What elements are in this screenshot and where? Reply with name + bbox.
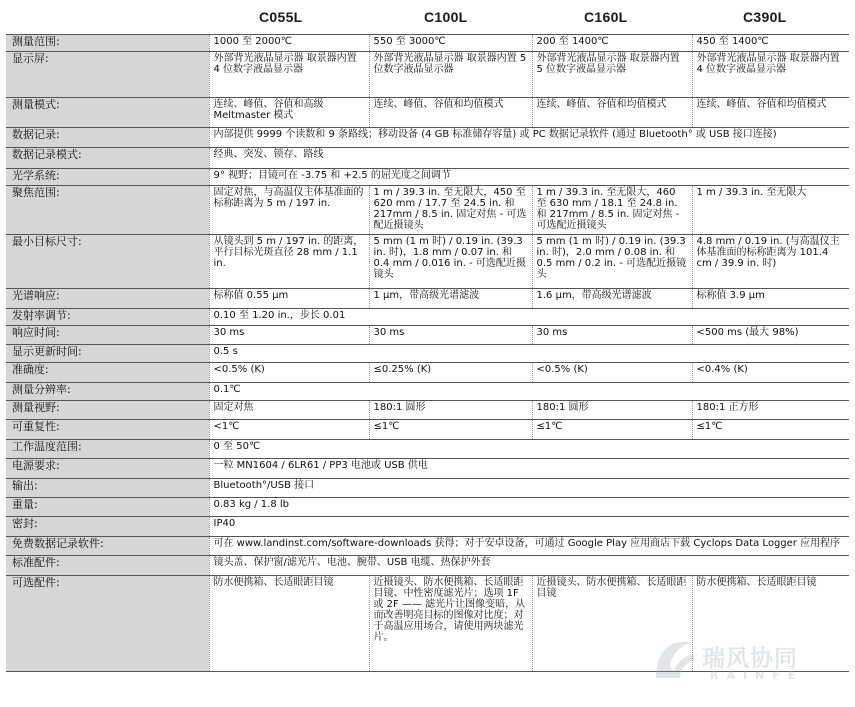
table-row bbox=[6, 440, 849, 459]
spec-value: <0.5% (K) bbox=[209, 363, 369, 383]
spec-value: 固定对焦，与高温仪主体基准面的标称距离为 5 m / 197 in. bbox=[209, 186, 369, 235]
row-label: 光学系统: bbox=[6, 169, 209, 186]
model-heading: C160L bbox=[584, 9, 628, 25]
spec-value: 连续、峰值、谷值和均值模式 bbox=[532, 98, 692, 128]
table-row bbox=[6, 498, 849, 517]
row-label: 免费数据记录软件: bbox=[6, 537, 209, 556]
row-label: 测量视野: bbox=[6, 401, 209, 420]
spec-value: ≤0.25% (K) bbox=[369, 363, 532, 383]
spec-value: 180:1 圆形 bbox=[532, 401, 692, 420]
spec-value: 200 至 1400℃ bbox=[532, 35, 692, 52]
model-heading: C390L bbox=[743, 9, 787, 25]
spec-value: 450 至 1400℃ bbox=[692, 35, 849, 52]
table-row bbox=[6, 169, 849, 186]
spec-value: 180:1 正方形 bbox=[692, 401, 849, 420]
spec-value: 30 ms bbox=[209, 326, 369, 345]
table-row bbox=[6, 537, 849, 556]
spec-value: 1.6 μm，带高级光谱滤波 bbox=[532, 289, 692, 309]
table-row bbox=[6, 235, 849, 289]
watermark-subtext: RAINFE bbox=[710, 669, 804, 682]
spec-value: 1 μm，带高级光谱滤波 bbox=[369, 289, 532, 309]
spec-value: 1 m / 39.3 in. 至无限大 bbox=[692, 186, 849, 235]
row-label: 聚焦范围: bbox=[6, 186, 209, 235]
row-label: 显示更新时间: bbox=[6, 345, 209, 363]
table-row bbox=[6, 289, 849, 309]
spec-value: 固定对焦 bbox=[209, 401, 369, 420]
table-row bbox=[6, 556, 849, 576]
spec-value: 经典、突发、锁存、路线 bbox=[209, 148, 849, 169]
spec-value: 1 m / 39.3 in. 至无限大，450 至 620 mm / 17.7 至 24.5 in. 和 217mm / 8.5 in. 固定对焦 - 可选配近摄镜头 bbox=[369, 186, 532, 235]
spec-value: 0.10 至 1.20 in.，步长 0.01 bbox=[209, 309, 849, 326]
row-label: 重量: bbox=[6, 498, 209, 517]
spec-value: 连续、峰值、谷值和高级 Meltmaster 模式 bbox=[209, 98, 369, 128]
table-row bbox=[6, 128, 849, 148]
row-label: 输出: bbox=[6, 479, 209, 498]
table-row bbox=[6, 98, 849, 128]
spec-value: 4.8 mm / 0.19 in. (与高温仪主体基准面的标称距离为 101.4 cm / 39.9 in. 时) bbox=[692, 235, 849, 289]
row-label: 数据记录: bbox=[6, 128, 209, 148]
row-label: 准确度: bbox=[6, 363, 209, 383]
spec-value: Bluetooth°/USB 接口 bbox=[209, 479, 849, 498]
spec-value: 0 至 50℃ bbox=[209, 440, 849, 459]
spec-table bbox=[6, 34, 849, 672]
model-heading: C100L bbox=[424, 9, 468, 25]
spec-value: 外部背光液晶显示器 取景器内置 5 位数字液晶显示器 bbox=[369, 52, 532, 98]
row-label: 发射率调节: bbox=[6, 309, 209, 326]
spec-value: 近摄镜头、防水便携箱、长适眼距目镜 bbox=[532, 576, 692, 672]
row-label: 可选配件: bbox=[6, 576, 209, 672]
spec-value: 从镜头到 5 m / 197 in. 的距离，平行目标光斑直径 28 mm / 1.1 in. bbox=[209, 235, 369, 289]
spec-value: 0.5 s bbox=[209, 345, 849, 363]
spec-value: ≤1℃ bbox=[369, 420, 532, 440]
spec-value: 180:1 圆形 bbox=[369, 401, 532, 420]
table-row bbox=[6, 401, 849, 420]
spec-value: 一粒 MN1604 / 6LR61 / PP3 电池或 USB 供电 bbox=[209, 459, 849, 479]
spec-value: <500 ms (最大 98%) bbox=[692, 326, 849, 345]
row-label: 显示屏: bbox=[6, 52, 209, 98]
spec-value: 30 ms bbox=[369, 326, 532, 345]
spec-value: <0.5% (K) bbox=[532, 363, 692, 383]
spec-value: 1000 至 2000℃ bbox=[209, 35, 369, 52]
spec-value: 0.83 kg / 1.8 lb bbox=[209, 498, 849, 517]
spec-value: 1 m / 39.3 in. 至无限大，460 至 630 mm / 18.1 至 24.8 in. 和 217mm / 8.5 in. 固定对焦 - 可选配近摄镜头 bbox=[532, 186, 692, 235]
table-row bbox=[6, 459, 849, 479]
row-label: 数据记录模式: bbox=[6, 148, 209, 169]
table-row bbox=[6, 186, 849, 235]
spec-value: <1℃ bbox=[209, 420, 369, 440]
spec-value: 镜头盖、保护窗/滤光片、电池、腕带、USB 电缆、热保护外套 bbox=[209, 556, 849, 576]
spec-value: 连续、峰值、谷值和均值模式 bbox=[369, 98, 532, 128]
table-row bbox=[6, 345, 849, 363]
row-label: 光谱响应: bbox=[6, 289, 209, 309]
spec-value: 外部背光液晶显示器 取景器内置 4 位数字液晶显示器 bbox=[692, 52, 849, 98]
watermark-text: 瑞风协同 bbox=[702, 646, 798, 672]
table-row bbox=[6, 52, 849, 98]
row-label: 标准配件: bbox=[6, 556, 209, 576]
spec-value: 5 mm (1 m 时) / 0.19 in. (39.3 in. 时)，2.0 mm / 0.08 in. 和 0.5 mm / 0.2 in. - 可选配近摄镜头 bbox=[532, 235, 692, 289]
spec-value: 550 至 3000℃ bbox=[369, 35, 532, 52]
spec-value: ≤1℃ bbox=[532, 420, 692, 440]
spec-value: 9° 视野；目镜可在 -3.75 和 +2.5 的屈光度之间调节 bbox=[209, 169, 849, 186]
row-label: 密封: bbox=[6, 517, 209, 537]
table-row bbox=[6, 326, 849, 345]
spec-value: 外部背光液晶显示器 取景器内置 4 位数字液晶显示器 bbox=[209, 52, 369, 98]
table-row bbox=[6, 479, 849, 498]
spec-value: 外部背光液晶显示器 取景器内置 5 位数字液晶显示器 bbox=[532, 52, 692, 98]
spec-value: 标称值 0.55 μm bbox=[209, 289, 369, 309]
spec-value: IP40 bbox=[209, 517, 849, 537]
table-row bbox=[6, 420, 849, 440]
table-row bbox=[6, 363, 849, 383]
table-row bbox=[6, 148, 849, 169]
table-header bbox=[0, 0, 855, 34]
table-row bbox=[6, 35, 849, 52]
row-label: 可重复性: bbox=[6, 420, 209, 440]
spec-value: 连续、峰值、谷值和均值模式 bbox=[692, 98, 849, 128]
spec-value: 近摄镜头、防水便携箱、长适眼距目镜、中性密度滤光片；选项 1F 或 2F —— 滤光片让图像变暗，从而改善明亮目标的图像对比度；对于高温应用场合，请使用两块滤光片。 bbox=[369, 576, 532, 672]
watermark bbox=[652, 638, 822, 684]
spec-value: 内部提供 9999 个读数和 9 条路线；移动设备 (4 GB 标准储存容量) 或 PC 数据记录软件 (通过 Bluetooth° 或 USB 接口连接) bbox=[209, 128, 849, 148]
row-label: 测量分辨率: bbox=[6, 383, 209, 401]
row-label: 最小目标尺寸: bbox=[6, 235, 209, 289]
spec-value: 标称值 3.9 μm bbox=[692, 289, 849, 309]
table-row bbox=[6, 309, 849, 326]
row-label: 电源要求: bbox=[6, 459, 209, 479]
spec-value: 防水便携箱、长适眼距目镜 bbox=[692, 576, 849, 672]
spec-value: <0.4% (K) bbox=[692, 363, 849, 383]
rainfe-logo-icon bbox=[652, 638, 696, 682]
table-row bbox=[6, 517, 849, 537]
spec-value: 5 mm (1 m 时) / 0.19 in. (39.3 in. 时)，1.8 mm / 0.07 in. 和 0.4 mm / 0.016 in. - 可选配近摄镜头 bbox=[369, 235, 532, 289]
spec-value: 0.1℃ bbox=[209, 383, 849, 401]
spec-value: 防水便携箱、长适眼距目镜 bbox=[209, 576, 369, 672]
model-heading: C055L bbox=[259, 9, 303, 25]
row-label: 测量模式: bbox=[6, 98, 209, 128]
table-row bbox=[6, 383, 849, 401]
row-label: 工作温度范围: bbox=[6, 440, 209, 459]
row-label: 测量范围: bbox=[6, 35, 209, 52]
spec-value: 可在 www.landinst.com/software-downloads 获得；对于安卓设备，可通过 Google Play 应用商店下载 Cyclops Data Logger 应用程序 bbox=[209, 537, 849, 556]
row-label: 响应时间: bbox=[6, 326, 209, 345]
spec-value: 30 ms bbox=[532, 326, 692, 345]
spec-value: ≤1℃ bbox=[692, 420, 849, 440]
